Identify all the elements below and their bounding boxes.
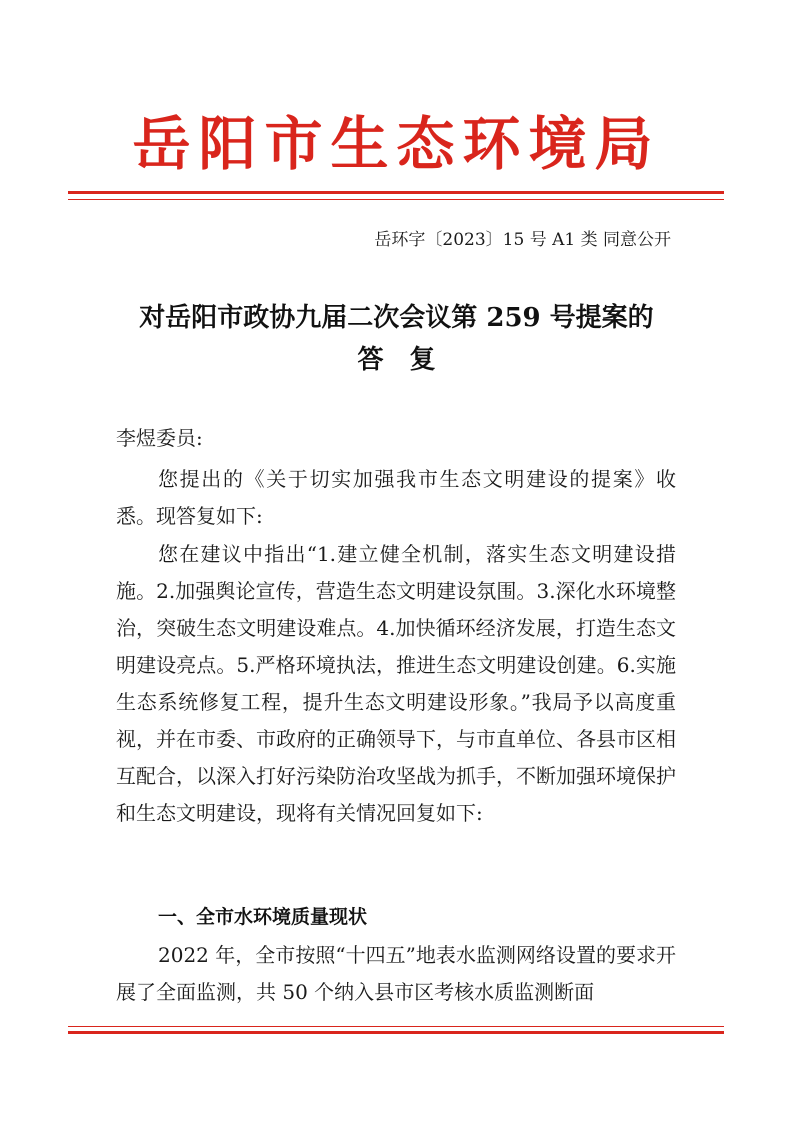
letterhead-rule-thick <box>68 191 724 194</box>
body-paragraph-1: 您提出的《关于切实加强我市生态文明建设的提案》收悉。现答复如下: <box>116 467 676 528</box>
footer-rule-thin <box>68 1026 724 1027</box>
section-heading-1: 一、全市水环境质量现状 <box>158 906 368 928</box>
salutation: 李煜委员: <box>116 426 203 450</box>
document-title-line-2: 答 复 <box>357 345 436 375</box>
letterhead-title: 岳阳市生态环境局 <box>132 110 661 178</box>
body-paragraph-2: 您在建议中指出“1.建立健全机制，落实生态文明建设措施。2.加强舆论宣传，营造生态文明建设氛围。3.深化水环境整治，突破生态文明建设难点。4.加快循环经济发展，打造生态文明建设亮点。5.严格环境执法，推进生态文明建设创建。6.实施生态系统修复工程，提升生态文明建设形象。”我局予以高度重视，并在市委、市政府的正确领导下，与市直单位、各县市区相互配合，以深入打好污染防治攻坚战为抓手，不断加强环境保护和生态文明建设，现将有关情况回复如下: <box>116 542 676 825</box>
letterhead-rule-thin <box>68 199 724 200</box>
footer-rule-thick <box>68 1031 724 1034</box>
body-paragraph-3: 2022 年，全市按照“十四五”地表水监测网络设置的要求开展了全面监测，共 50 个纳入县市区考核水质监测断面 <box>116 943 676 1004</box>
document-title-line-1: 对岳阳市政协九届二次会议第 259 号提案的 <box>139 303 654 333</box>
document-number: 岳环字〔2023〕15 号 A1 类 同意公开 <box>374 230 671 250</box>
